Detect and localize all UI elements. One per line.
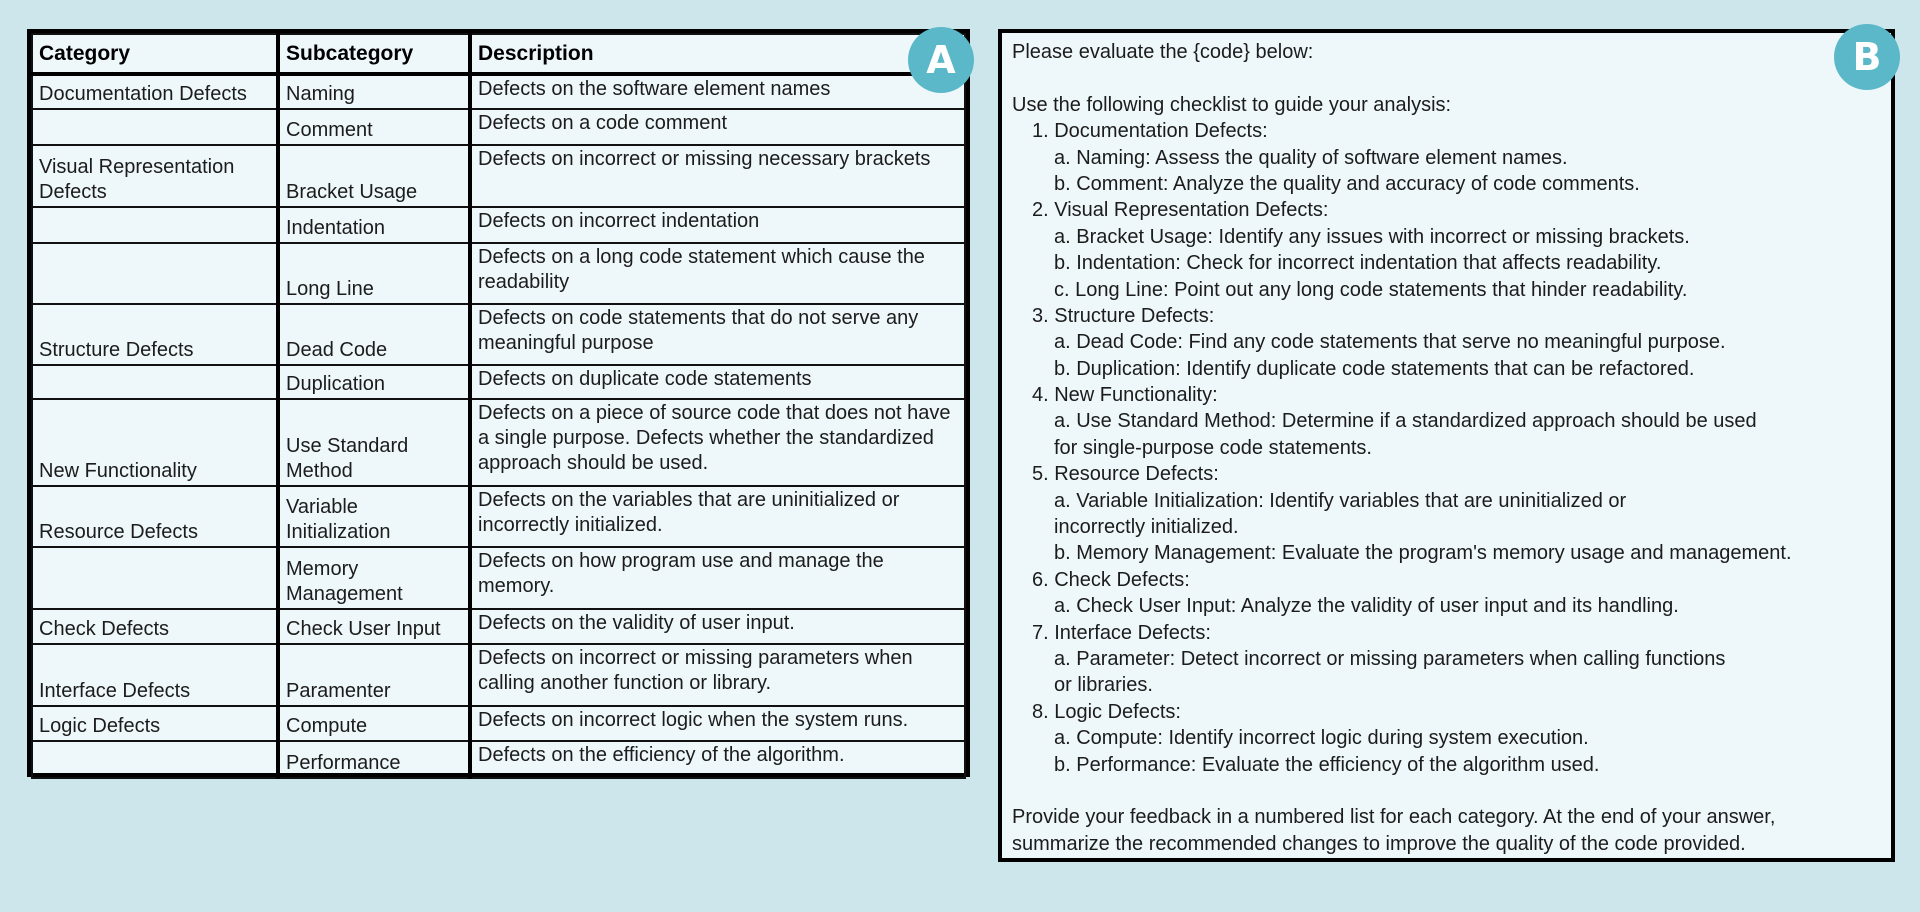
description-cell: Defects on the efficiency of the algorithm. bbox=[470, 741, 965, 778]
table-header-row bbox=[32, 34, 965, 74]
description-cell: Defects on incorrect logic when the system runs. bbox=[470, 706, 965, 741]
subcategory-cell: Variable Initialization bbox=[278, 486, 470, 547]
subcategory-cell: Paramenter bbox=[278, 644, 470, 706]
checklist bbox=[1012, 118, 1881, 778]
subcategory-cell: Check User Input bbox=[278, 609, 470, 644]
table-row bbox=[32, 609, 965, 644]
table-row bbox=[32, 109, 965, 145]
checklist-item: incorrectly initialized. bbox=[1054, 516, 1239, 539]
table-row bbox=[32, 399, 965, 486]
category-cell bbox=[32, 207, 278, 243]
subcategory-cell: Comment bbox=[278, 109, 470, 145]
panel-a-badge: A bbox=[908, 27, 974, 93]
evaluation-prompt-panel bbox=[998, 29, 1895, 862]
description-cell: Defects on duplicate code statements bbox=[470, 365, 965, 399]
checklist-category: 4. New Functionality: bbox=[1032, 384, 1218, 407]
defect-taxonomy-table bbox=[31, 33, 966, 779]
description-cell: Defects on the software element names bbox=[470, 74, 965, 109]
category-cell: Interface Defects bbox=[32, 644, 278, 706]
checklist-item: b. Comment: Analyze the quality and accuracy of code comments. bbox=[1054, 172, 1640, 195]
closing-line-1: Provide your feedback in a numbered list for each category. At the end of your answer, bbox=[1012, 806, 1776, 829]
category-cell bbox=[32, 547, 278, 609]
checklist-category: 5. Resource Defects: bbox=[1032, 463, 1219, 486]
checklist-intro: Use the following checklist to guide your analysis: bbox=[1012, 93, 1452, 116]
category-cell: Logic Defects bbox=[32, 706, 278, 741]
table-row bbox=[32, 74, 965, 109]
checklist-category: 3. Structure Defects: bbox=[1032, 304, 1215, 327]
subcategory-cell: Dead Code bbox=[278, 304, 470, 365]
checklist-item: a. Naming: Assess the quality of software element names. bbox=[1054, 146, 1568, 169]
table-row bbox=[32, 243, 965, 304]
table-row bbox=[32, 547, 965, 609]
header-category: Category bbox=[32, 34, 278, 74]
subcategory-cell: Naming bbox=[278, 74, 470, 109]
category-cell: Check Defects bbox=[32, 609, 278, 644]
description-cell: Defects on how program use and manage the memory. bbox=[470, 547, 965, 609]
description-cell: Defects on the validity of user input. bbox=[470, 609, 965, 644]
checklist-item: b. Memory Management: Evaluate the program's memory usage and management. bbox=[1054, 542, 1792, 565]
blank-line bbox=[1012, 778, 1881, 804]
subcategory-cell: Bracket Usage bbox=[278, 145, 470, 207]
category-cell bbox=[32, 243, 278, 304]
checklist-item: a. Check User Input: Analyze the validity of user input and its handling. bbox=[1054, 595, 1679, 618]
table-row bbox=[32, 706, 965, 741]
description-cell: Defects on the variables that are uninitialized or incorrectly initialized. bbox=[470, 486, 965, 547]
checklist-category: 1. Documentation Defects: bbox=[1032, 120, 1268, 143]
category-cell: Structure Defects bbox=[32, 304, 278, 365]
category-cell: Resource Defects bbox=[32, 486, 278, 547]
checklist-category: 2. Visual Representation Defects: bbox=[1032, 199, 1329, 222]
checklist-item: a. Dead Code: Find any code statements that serve no meaningful purpose. bbox=[1054, 331, 1726, 354]
subcategory-cell: Long Line bbox=[278, 243, 470, 304]
checklist-item: for single-purpose code statements. bbox=[1054, 436, 1372, 459]
description-cell: Defects on incorrect or missing necessary brackets bbox=[470, 145, 965, 207]
prompt-intro: Please evaluate the {code} below: bbox=[1012, 41, 1314, 63]
subcategory-cell: Duplication bbox=[278, 365, 470, 399]
description-cell: Defects on incorrect indentation bbox=[470, 207, 965, 243]
checklist-item: c. Long Line: Point out any long code statements that hinder readability. bbox=[1054, 278, 1688, 301]
table-row bbox=[32, 207, 965, 243]
table-row bbox=[32, 304, 965, 365]
description-cell: Defects on a piece of source code that does not have a single purpose. Defects whether the standardized approach should be used. bbox=[470, 399, 965, 486]
header-subcategory: Subcategory bbox=[278, 34, 470, 74]
subcategory-cell: Use Standard Method bbox=[278, 399, 470, 486]
defect-taxonomy-table-panel bbox=[27, 29, 970, 777]
subcategory-cell: Memory Management bbox=[278, 547, 470, 609]
description-cell: Defects on code statements that do not serve any meaningful purpose bbox=[470, 304, 965, 365]
table-row bbox=[32, 486, 965, 547]
closing-line-2: summarize the recommended changes to improve the quality of the code provided. bbox=[1012, 832, 1746, 855]
header-description: Description bbox=[470, 34, 965, 74]
checklist-category: 6. Check Defects: bbox=[1032, 568, 1190, 591]
category-cell bbox=[32, 109, 278, 145]
table-row bbox=[32, 644, 965, 706]
category-cell: Documentation Defects bbox=[32, 74, 278, 109]
checklist-item: a. Use Standard Method: Determine if a standardized approach should be used bbox=[1054, 410, 1757, 433]
table-row bbox=[32, 741, 965, 778]
category-cell: New Functionality bbox=[32, 399, 278, 486]
blank-line bbox=[1012, 65, 1881, 91]
table-row bbox=[32, 365, 965, 399]
checklist-item: a. Variable Initialization: Identify variables that are uninitialized or bbox=[1054, 489, 1627, 512]
category-cell bbox=[32, 741, 278, 778]
category-cell: Visual Representation Defects bbox=[32, 145, 278, 207]
table-row bbox=[32, 145, 965, 207]
checklist-item: b. Duplication: Identify duplicate code statements that can be refactored. bbox=[1054, 357, 1695, 380]
category-cell bbox=[32, 365, 278, 399]
checklist-item: b. Performance: Evaluate the efficiency of the algorithm used. bbox=[1054, 753, 1600, 776]
description-cell: Defects on incorrect or missing parameters when calling another function or library. bbox=[470, 644, 965, 706]
checklist-item: a. Parameter: Detect incorrect or missing parameters when calling functions bbox=[1054, 647, 1726, 670]
checklist-item: b. Indentation: Check for incorrect indentation that affects readability. bbox=[1054, 252, 1662, 275]
panel-b-badge: B bbox=[1834, 24, 1900, 90]
subcategory-cell: Indentation bbox=[278, 207, 470, 243]
checklist-item: or libraries. bbox=[1054, 674, 1153, 697]
checklist-category: 7. Interface Defects: bbox=[1032, 621, 1211, 644]
checklist-item: a. Compute: Identify incorrect logic during system execution. bbox=[1054, 727, 1589, 750]
subcategory-cell: Compute bbox=[278, 706, 470, 741]
checklist-category: 8. Logic Defects: bbox=[1032, 700, 1181, 723]
checklist-item: a. Bracket Usage: Identify any issues with incorrect or missing brackets. bbox=[1054, 225, 1690, 248]
subcategory-cell: Performance bbox=[278, 741, 470, 778]
description-cell: Defects on a code comment bbox=[470, 109, 965, 145]
description-cell: Defects on a long code statement which cause the readability bbox=[470, 243, 965, 304]
